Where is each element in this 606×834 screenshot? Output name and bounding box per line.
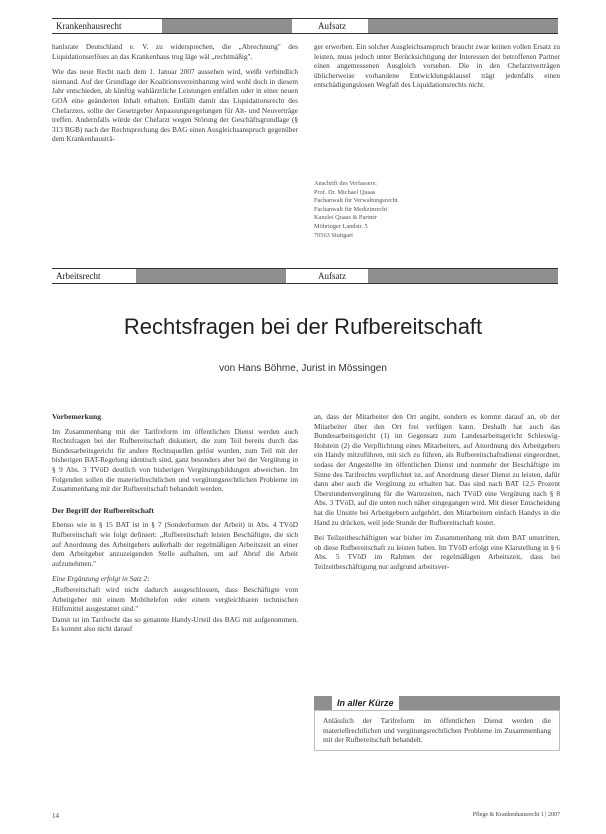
address-line: Kanzlei Quaas & Partner xyxy=(314,214,378,222)
category-label: Aufsatz xyxy=(314,269,350,283)
header-rule-fill xyxy=(368,269,558,283)
paragraph: hanlsrate Deutschland e. V. zu widersprechen, die „Abrechnung" des Liquidationserlöses an das Krankenhaus trug läge wäl „rechtmäßig". xyxy=(52,42,298,61)
article-right-column xyxy=(314,412,560,578)
top-right-column xyxy=(314,42,560,96)
address-line: Möhringer Landstr. 5 xyxy=(314,222,368,230)
address-line: 70563 Stuttgart xyxy=(314,231,354,239)
paragraph: ger erwerben. Ein solcher Ausgleichsanspruch braucht zwar keinen vollen Ersatz zu leisten, muss jedoch unter Berücksichtigung der Interessen der betroffenen Partner einen angemessenen Ausgleich vorsehen. Die in den Chefarztverträgen üblicherweise vorhandene Entwicklungsklausel trägt jedenfalls einen entschädigungslosen Wegfall des Liquidationsrechts nicht. xyxy=(314,42,560,90)
paragraph: Bei Teilzeitbeschäftigten war bisher im Zusammenhang mit dem BAT umstritten, ob diese Rufbereitschaft zu leisten haben. Im TVöD erfolgt eine Klarstellung in § 6 Abs. 5 TVöD im Rahmen der regelmäßigen Arbeitszeit, dass bei Teilzeitbeschäftigung nur aufgrund arbeitsver- xyxy=(314,533,560,571)
page-number: 14 xyxy=(52,812,59,820)
summary-box-heading: In aller Kürze xyxy=(332,696,399,710)
header-rule-fill xyxy=(136,269,286,283)
paragraph: Wie das neue Recht nach dem 1. Januar 2007 aussehen wird, weißt verbindlich niemand. Auf der Grundlage der Koalitionsvereinbarung wird wohl doch in diesem Jahr entschieden, ab künftig wahlärztliche Leistungen entfallen oder in einer neuen GOÄ eine geänderten Inhalt erhalten. Entfällt damit das Liquidationsrecht des Chefarztes, sollte der Gesetzgeber Anpassungsregelungen für Alt- und Neuverträge treffen. Andernfalls würde der Chefarzt wegen Störung der Geschäftsgrundlage (§ 313 BGB) nach der Rechtsprechung des BAG einen Ausgleichsanspruch gegenüber dem Krankenhausträ- xyxy=(52,67,298,144)
author-address xyxy=(314,180,514,240)
address-line: Anschrift des Verfassers: xyxy=(314,180,377,187)
address-line: Prof. Dr. Michael Quaas xyxy=(314,188,376,196)
article-left-column xyxy=(52,412,298,640)
paragraph: Ebenso wie in § 15 BAT ist in § 7 (Sonderformen der Arbeit) in Abs. 4 TVöD Rufbereitschaft wie folgt definiert: „Rufbereitschaft leisten Beschäftigte, die sich auf Anordnung des Arbeitgebers außerhalb der regelmäßigen Arbeitszeit an einer dem Arbeitgeber anzuzeigenden Stelle aufhalten, um auf Abruf die Arbeit aufzunehmen." xyxy=(52,520,298,568)
paragraph: an, dass der Mitarbeiter den Ort angibt, sondern es kommt darauf an, ob der Mitarbeiter über den Ort frei verfügen kann. Deshalb hat auch das Bundesarbeitsgericht (1) im Gegensatz zum Landesarbeitsgericht Schleswig-Holstein (2) die Verpflichtung eines Mitarbeiters, auf Anordnung des Arbeitgebers ein Handy mitzuführen, mit sich zu führen, als Rufbereitschaftsdienst eingeordnet, sodass der Angestellte im öffentlichen Dienst und nunmehr der Beschäftigte im Sinne des Tarifrechts verpflichtet ist, auf Anordnung dieser Dienst zu leisten, dafür dann aber auch die Vergütung zu erhalten hat. Das sind nach BAT 12,5 Prozent Überstundenvergütung für die Wartezeiten, nach TVöD eine Vergütung nach § 8 Abs. 3 TVöD, auf die unten noch näher eingegangen wird. Mit dieser Entscheidung hat die Unsitte bei Arbeitgebern aufgehört, den Mitarbeitern einfach Handys in die Hand zu drücken, weil jede Stunde der Rufbereitschaft kostet. xyxy=(314,412,560,527)
summary-box-header xyxy=(314,696,560,710)
section-header-article xyxy=(52,268,558,284)
paragraph: Damit ist im Tarifrecht das so genannte Handy-Urteil des BAG mit aufgenommen. Es kommt also nicht darauf xyxy=(52,614,298,634)
summary-box-text: Anlässlich der Tarifreform im öffentlichen Dienst werden die materiellrechtlichen und vergütungsrechtlichen Probleme im Zusammenhang mit der Rufbereitschaft behandelt. xyxy=(314,710,560,751)
section-label: Arbeitsrecht xyxy=(52,269,104,283)
summary-box xyxy=(314,696,560,751)
paragraph: Im Zusammenhang mit der Tarifreform im öffentlichen Dienst werden auch Rechtsfragen bei der Rufbereitschaft diskutiert, die zum Teil bereits durch das Bundesarbeitsgericht für andere Rechtsquellen gelöst wurden, zum Teil mit der bisherigen BAT-Regelung identisch sind, ganz besonders aber bei der Vergütung in § 9 Abs. 3 TVöD deutlich von bisherigen Vergütungsbildungen abweichen. Im Folgenden sollen die materiellrechtlichen und vergütungsrechtlichen Probleme im Zusammenhang mit der Rufbereitschaft behandelt werden. xyxy=(52,426,298,494)
top-left-column xyxy=(52,42,298,150)
address-line: Fachanwalt für Medizinrecht xyxy=(314,205,388,213)
category-label: Aufsatz xyxy=(314,19,350,33)
journal-footer: Pflege & Krankenhausrecht 1 | 2007 xyxy=(472,812,560,818)
article-byline: von Hans Böhme, Jurist in Mössingen xyxy=(219,363,387,374)
section-heading: Vorbemerkung xyxy=(52,412,102,421)
section-label: Krankenhausrecht xyxy=(52,19,125,33)
article-title: Rechtsfragen bei der Rufbereitschaft xyxy=(123,314,483,339)
section-header-top xyxy=(52,18,558,34)
paragraph: „Rufbereitschaft wird nicht dadurch ausgeschlossen, dass Beschäftigte vom Arbeitgeber mit einem Mobiltelefon oder einem vergleichbaren technischen Hilfsmittel ausgestattet sind." xyxy=(52,584,298,614)
header-rule-fill xyxy=(162,19,292,33)
paragraph-italic: Eine Ergänzung erfolgt in Satz 2: xyxy=(52,574,150,584)
address-line: Fachanwalt für Verwaltungsrecht xyxy=(314,197,398,205)
header-rule-fill xyxy=(368,19,558,33)
section-heading: Der Begriff der Rufbereitschaft xyxy=(52,505,154,515)
